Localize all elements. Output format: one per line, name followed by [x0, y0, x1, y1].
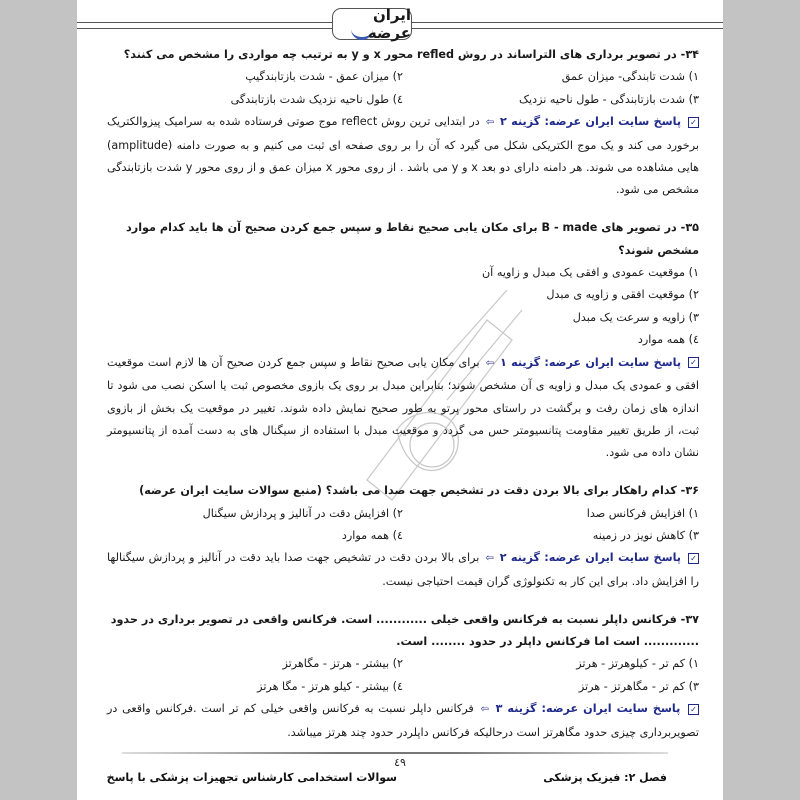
page-number: ٤۹: [394, 756, 406, 769]
question-title: ۳۵- در تصویر های B - made برای مکان یابی صحیح نقاط و سپس جمع کردن صحیح آن ها باید کدام موارد مشخص شوند؟: [126, 221, 699, 257]
option-4: ٤) همه موارد: [637, 333, 699, 347]
footer-chapter: فصل ۲: فیزیک پزشکی: [543, 771, 667, 784]
answer-block: [107, 698, 699, 744]
option-3: ۳) کم تر - مگاهرتز - هرتز: [578, 679, 699, 693]
answer-label: پاسخ سایت ایران عرضه: گزینه ۱: [499, 355, 682, 369]
question-36: [107, 480, 699, 593]
right-arrow-icon: ⇦: [485, 553, 494, 565]
footer-book-title: سوالات استخدامی کارشناس تجهیزات پزشکی با پاسخ: [106, 771, 397, 784]
option-2: ۲) موقعیت افقی و زاویه ی مبدل: [546, 288, 699, 302]
checkbox-checked-icon: ✓: [688, 357, 699, 368]
right-arrow-icon: ⇦: [485, 117, 495, 129]
question-37: [107, 609, 699, 744]
answer-text: فرکانس داپلر نسبت به فرکانس واقعی خیلی کم تر است .فرکانس واقعی در تصویربرداری چیزی حدود مگاهرتز است درحالیکه فرکانس داپلردر حدود چند هرتز میباشد.: [107, 702, 699, 739]
answer-block: [107, 111, 699, 202]
answer-block: [107, 547, 699, 593]
question-title: ۳۷- فرکانس داپلر نسبت به فرکانس واقعی خیلی ............ است. فرکانس واقعی در تصویر برداری در حدود ............. است اما فرکانس داپلر در حدود ........ است.: [110, 612, 699, 648]
answer-label: پاسخ سایت ایران عرضه: گزینه ۲: [500, 115, 682, 129]
question-35: [107, 217, 699, 464]
option-2: ۲) بیشتر - هرتز - مگاهرتز: [282, 657, 403, 671]
footer-rule: [122, 752, 668, 754]
answer-label: پاسخ سایت ایران عرضه: گزینه ۳: [495, 702, 681, 716]
answer-label: پاسخ سایت ایران عرضه: گزینه ۲: [499, 551, 681, 565]
document-page: [77, 0, 723, 800]
option-3: ۳) شدت بازتابندگی - طول ناحیه نزدیک: [518, 92, 699, 106]
option-4: ٤) بیشتر - کیلو هرتز - مگا هرتز: [257, 679, 403, 693]
option-1: ۱) شدت تابندگی- میزان عمق: [561, 70, 699, 84]
question-title: ۳۶- کدام راهکار برای بالا بردن دقت در تشخیص جهت صدا می باشد؟ (منبع سوالات سایت ایران عرضه): [139, 484, 699, 498]
option-2: ۲) میزان عمق - شدت بازتابندگیپ: [245, 70, 403, 84]
option-3: ۳) کاهش نویز در زمینه: [592, 528, 699, 542]
answer-text: برای مکان یابی صحیح نقاط و سپس جمع کردن صحیح آن ها لازم است موقعیت افقی و عمودی یک مبدل و زاویه ی آن مشخص شوند؛ بنابراین مبدل بر روی یک بازوی مخصوص ثبت یا اسکن نصب می شود تا اندازه های زمان رفت و برگشت در راستای محور پرتو به طور صحیح نمایش داده شوند. تغییر در موقعیت یک بخش از بازوی ثبت، از طریق تغییر مقاومت پتانسیومتر حس می گردد و موقعیت مبدل با استفاده از سیگنال های به دست آمده از پتانسیومتر نشان داده می شود.: [107, 355, 699, 460]
right-arrow-icon: ⇦: [485, 357, 494, 369]
question-title: ۳۴- در تصویر برداری های التراساند در روش refled محور x و y به ترتیب چه مواردی را مشخص می کنند؟: [123, 48, 699, 61]
option-4: ٤) همه موارد: [341, 528, 403, 542]
options-grid: [107, 653, 699, 698]
questions-content: [107, 44, 699, 744]
options-grid: [107, 503, 699, 548]
answer-text: برای بالا بردن دقت در تشخیص جهت صدا باید دقت در آنالیز و پردازش سیگنالها را افزایش داد. برای این کار به تکنولوژی گران قیمت احتیاجی نیست.: [107, 551, 699, 588]
answer-text: در ابتدایی ترین روش reflect موج صوتی فرستاده شده به سرامیک پیزوالکتریک برخورد می کند و یک موج الکتریکی شکل می گیرد که آن را بر روی صفحه ای ثبت می کنیم و به صورت دامنه (amplitude) هایی مشاهده می شوند. هر دامنه دارای دو بعد x و y می باشد . از روی محور x میزان عمق و از روی محور y شدت بازتابندگی مشخص می شود.: [107, 115, 699, 197]
option-4: ٤) طول ناحیه نزدیک شدت بازتابندگی: [230, 92, 403, 106]
options-grid: [107, 66, 699, 111]
right-arrow-icon: ⇦: [480, 704, 489, 716]
answer-block: [107, 352, 699, 465]
option-1: ۱) موقعیت عمودی و افقی یک مبدل و زاویه آن: [481, 266, 699, 280]
checkbox-checked-icon: ✓: [688, 117, 699, 128]
option-3: ۳) زاویه و سرعت یک مبدل: [572, 310, 699, 324]
checkbox-checked-icon: ✓: [688, 553, 699, 564]
option-2: ۲) افزایش دقت در آنالیز و پردازش سیگنال: [202, 506, 403, 520]
site-logo: [332, 8, 412, 40]
question-34: [107, 44, 699, 202]
checkbox-checked-icon: ✓: [688, 704, 699, 715]
logo-text: ایران عرضه: [367, 6, 411, 42]
option-1: ۱) افزایش فرکانس صدا: [586, 506, 699, 520]
option-1: ۱) کم تر - کیلوهرتز - هرتز: [576, 657, 699, 671]
